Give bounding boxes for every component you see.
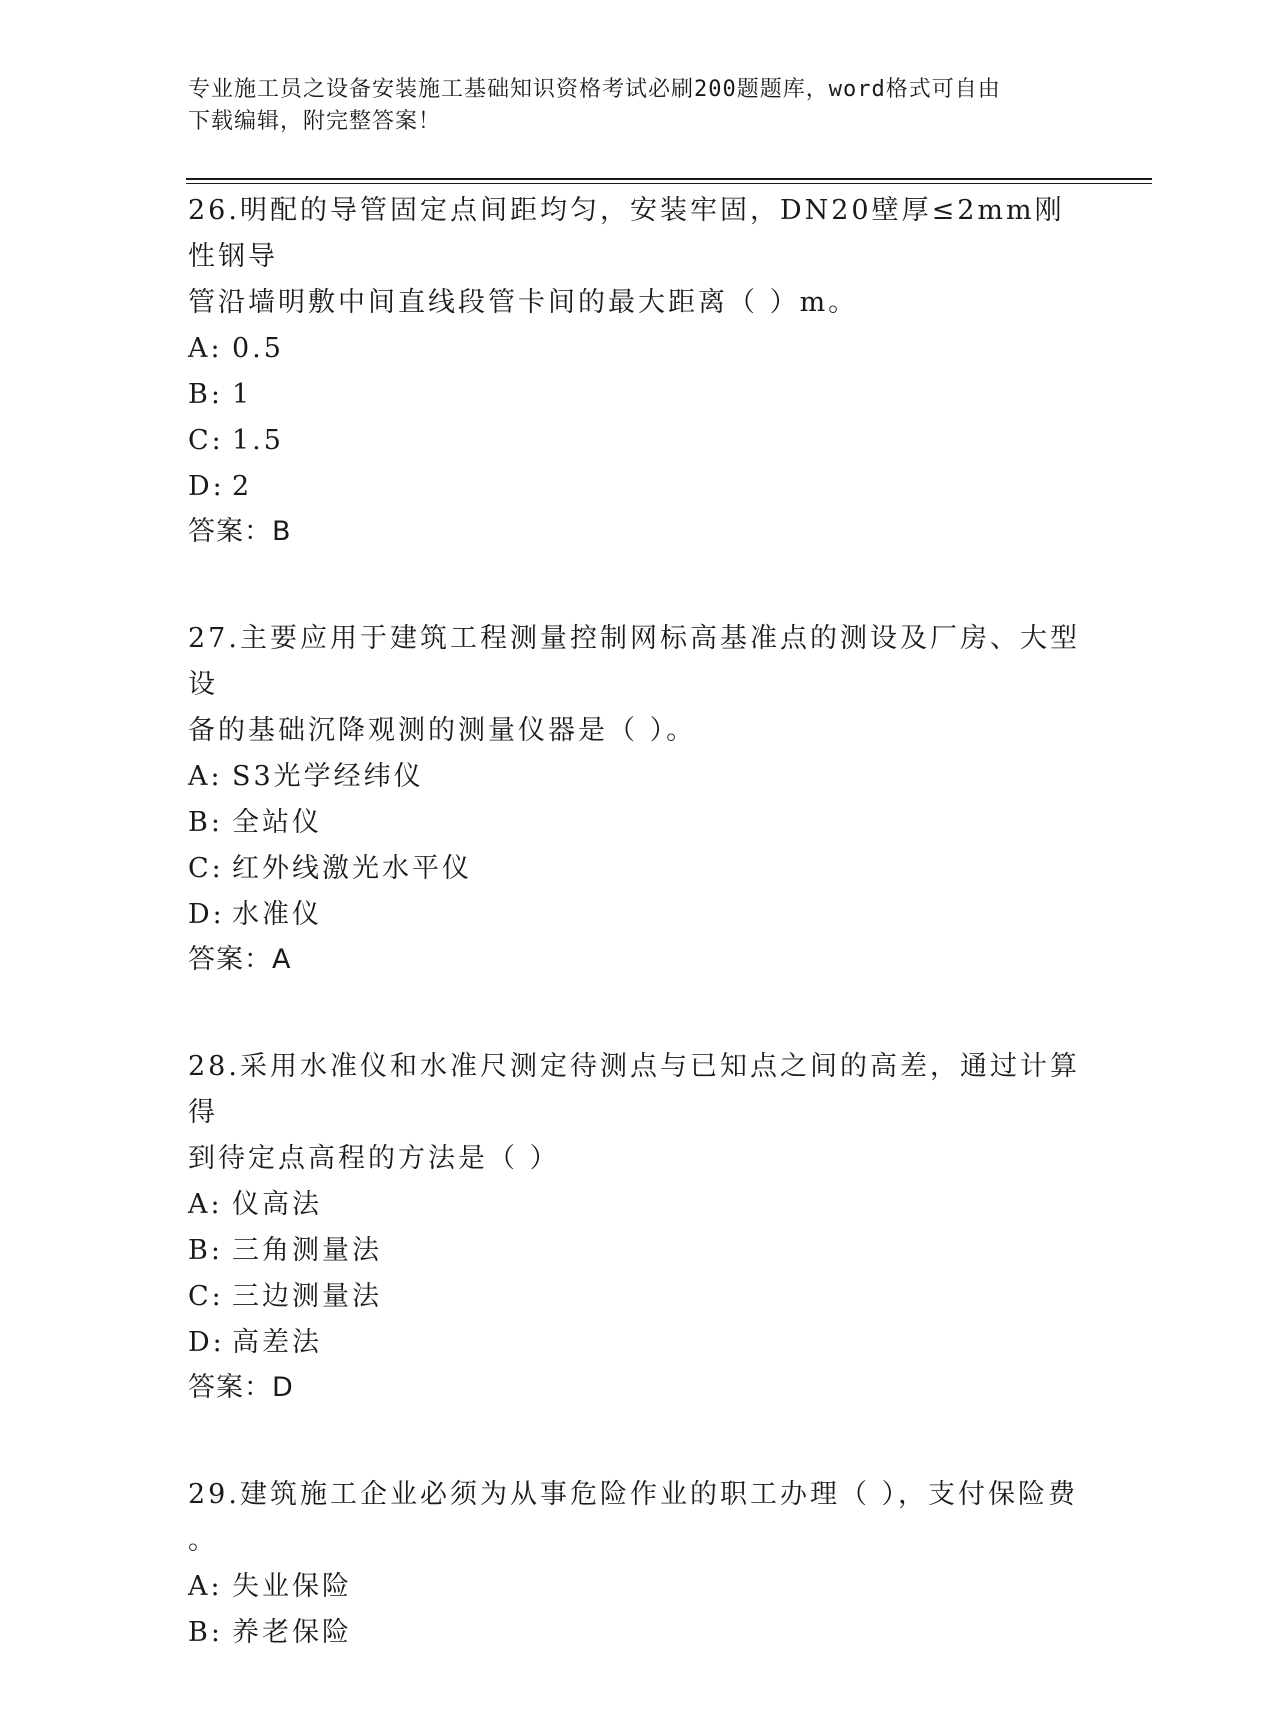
question-26 <box>188 188 1088 554</box>
option-key: A: <box>188 1189 223 1220</box>
option-text: S3光学经纬仪 <box>232 761 424 792</box>
answer-line: 答案：B <box>188 516 292 547</box>
option-key: D: <box>188 899 225 930</box>
option-key: B: <box>188 1235 223 1266</box>
option-key: A: <box>188 1571 223 1602</box>
option-key: D: <box>188 471 225 502</box>
option-text: 1 <box>232 379 253 410</box>
option-key: A: <box>188 761 223 792</box>
option-key: B: <box>188 1617 223 1648</box>
option-key: C: <box>188 853 224 884</box>
question-text-line-1: 28.采用水准仪和水准尺测定待测点与已知点之间的高差，通过计算得 <box>188 1051 1080 1128</box>
header-divider-thick <box>186 178 1152 180</box>
header-line-2: 下载编辑，附完整答案！ <box>188 109 442 134</box>
document-header <box>188 74 1088 138</box>
option-text: 高差法 <box>232 1327 322 1358</box>
header-divider-thin <box>186 183 1152 184</box>
question-text-line-2: 管沿墙明敷中间直线段管卡间的最大距离（ ）m。 <box>188 287 859 318</box>
option-c <box>188 1274 1088 1320</box>
question-text-line-2: 。 <box>188 1525 218 1556</box>
option-a <box>188 1564 1088 1610</box>
header-line-1: 专业施工员之设备安装施工基础知识资格考试必刷200题题库，word格式可自由 <box>188 77 1001 102</box>
option-key: B: <box>188 807 223 838</box>
option-a <box>188 1182 1088 1228</box>
option-text: 2 <box>232 471 253 502</box>
option-text: 仪高法 <box>232 1189 322 1220</box>
question-text-line-1: 29.建筑施工企业必须为从事危险作业的职工办理（ ），支付保险费 <box>188 1479 1079 1510</box>
question-27 <box>188 616 1088 982</box>
option-text: 1.5 <box>232 425 284 456</box>
option-b <box>188 1228 1088 1274</box>
option-text: 0.5 <box>232 333 284 364</box>
option-text: 全站仪 <box>232 807 322 838</box>
question-29 <box>188 1472 1088 1656</box>
option-key: C: <box>188 1281 224 1312</box>
question-list <box>188 188 1088 1718</box>
option-key: A: <box>188 333 223 364</box>
question-28 <box>188 1044 1088 1410</box>
question-text-line-1: 26.明配的导管固定点间距均匀，安装牢固，DN20壁厚≤2mm刚性钢导 <box>188 195 1065 272</box>
option-d <box>188 464 1088 510</box>
option-text: 红外线激光水平仪 <box>232 853 472 884</box>
option-text: 水准仪 <box>232 899 322 930</box>
option-key: D: <box>188 1327 225 1358</box>
option-b <box>188 372 1088 418</box>
option-text: 失业保险 <box>232 1571 352 1602</box>
option-text: 养老保险 <box>232 1617 352 1648</box>
answer-line: 答案：A <box>188 944 292 975</box>
option-d <box>188 892 1088 938</box>
question-text-line-1: 27.主要应用于建筑工程测量控制网标高基准点的测设及厂房、大型设 <box>188 623 1080 700</box>
option-c <box>188 418 1088 464</box>
option-text: 三角测量法 <box>232 1235 382 1266</box>
answer-line: 答案：D <box>188 1372 294 1403</box>
option-c <box>188 846 1088 892</box>
option-key: C: <box>188 425 224 456</box>
option-d <box>188 1320 1088 1366</box>
option-b <box>188 1610 1088 1656</box>
question-text-line-2: 备的基础沉降观测的测量仪器是（ ）。 <box>188 715 697 746</box>
option-a <box>188 754 1088 800</box>
option-text: 三边测量法 <box>232 1281 382 1312</box>
option-key: B: <box>188 379 223 410</box>
question-text-line-2: 到待定点高程的方法是（ ） <box>188 1143 560 1174</box>
option-a <box>188 326 1088 372</box>
option-b <box>188 800 1088 846</box>
